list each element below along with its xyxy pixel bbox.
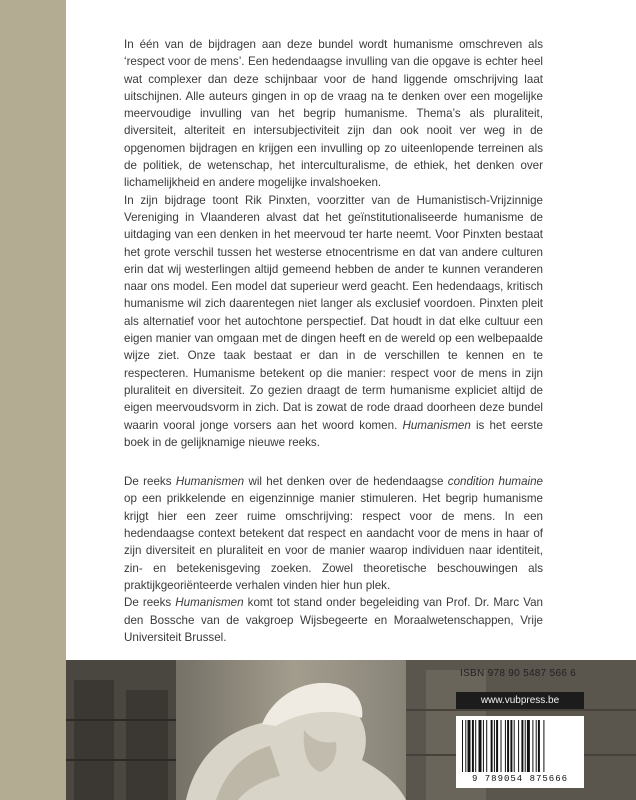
barcode-bar <box>465 720 466 772</box>
barcode-bar <box>538 720 540 772</box>
barcode-bar <box>507 720 509 772</box>
barcode-bar <box>496 720 498 772</box>
barcode-bar <box>501 720 502 772</box>
barcode-bar <box>505 720 506 772</box>
paragraph-pinxten: In zijn bijdrage toont Rik Pinxten, voorzitter van de Humanistisch-Vrijzinnige Vereniging in Vlaanderen alvast dat het geïnstitutionaliseerde humanisme de uitdaging van een denken in het meervoud ter harte neemt. Voor Pinxten bestaat het grote verschil tussen het westerse etnocentrisme en dat van andere culturen erin dat wij westerlingen altijd gemeend hebben de ander te kunnen veranderen naar ons model. Een model dat superieur werd geacht. Een hedendaags, kritisch humanisme wil zich daarentegen niet langer als exclusief voordoen. Pinxten pleit als alternatief voor het autochtone perspectief. Dat houdt in dat elke cultuur een eigen manier van omgaan met de dingen heeft en de wereld op een welbepaalde wijze ziet. Onze taak bestaat er dan in de verschillen te kennen en te respecteren. Humanisme betekent op die manier: respect voor de mens in zijn pluraliteit en diversiteit. Zo gezien draagt de term humanisme expliciet altijd de eigen meervoudsvorm in zich. Dat is zowat de rode draad doorheen deze bundel waarin vooral jonge vorsers aan het woord komen. Humanismen is het eerste boek in de gelijknamige nieuwe reeks. <box>124 193 543 449</box>
barcode-bar <box>510 720 512 772</box>
isbn-label: ISBN 978 90 5487 566 6 <box>460 668 577 679</box>
barcode-bar <box>527 720 530 772</box>
barcode-bar <box>514 720 515 772</box>
barcode-bars <box>456 716 584 774</box>
paragraph-series: De reeks Humanismen wil het denken over de hedendaagse condition humaine op een prikkelende en eigenzinnige manier stimuleren. Het begrip humanisme krijgt hier een zeer ruime omschrijving: respect voor de mens. In een hedendaagse context betekent dat respect en aandacht voor de mens in haar of zijn diversiteit en pluraliteit en voor de manier waarop individuen naar identiteit, zin- en betekenisgeving zoeken. Zowel theoretische beschouwingen als praktijkgeoriënteerde verhalen vinden hier hun plek. <box>124 475 543 592</box>
barcode-bar <box>468 720 471 772</box>
series-title: Humanismen <box>402 418 471 432</box>
barcode-bar <box>521 720 523 772</box>
barcode-bar <box>479 720 482 772</box>
barcode-bar <box>472 720 474 772</box>
back-cover-text <box>124 36 543 646</box>
publisher-website[interactable]: www.vubpress.be <box>456 692 584 709</box>
barcode-bar <box>543 720 544 772</box>
barcode-bar <box>486 720 487 772</box>
paragraph-editor: De reeks Humanismen komt tot stand onder begeleiding van Prof. Dr. Marc Van den Bossche van de vakgroep Wijsbegeerte en Moraalwetenschappen, Vrije Universiteit Brussel. <box>124 596 543 644</box>
barcode-bar <box>536 720 537 772</box>
barcode-number: 9 789054 875666 <box>471 774 568 784</box>
barcode-bar <box>532 720 533 772</box>
barcode-bar <box>491 720 493 772</box>
barcode-bar <box>525 720 526 772</box>
side-color-strip <box>0 0 66 800</box>
barcode-bar <box>494 720 495 772</box>
barcode-bar <box>518 720 519 772</box>
barcode-bar <box>475 720 476 772</box>
barcode-bar <box>462 720 463 772</box>
barcode-bar <box>483 720 484 772</box>
paragraph-intro: In één van de bijdragen aan deze bundel wordt humanisme omschreven als ‘respect voor de mens’. Een hedendaagse invulling van die opgave is echter heel wat complexer dan deze schijnbaar voor de hand liggende omschrijving laat uitschijnen. Alle auteurs gingen in op de vraag na te denken over een mogelijke meervoudige invulling van het begrip humanisme. Thema’s als pluraliteit, diversiteit, alteriteit en intersubjectiviteit zijn dan ook nooit ver weg in de opgenomen bijdragen en krijgen een invulling op zo uiteenlopende terreinen als de politiek, de wetenschap, het interculturalisme, de ethiek, het denken over lichamelijkheid en andere mogelijke invalshoeken. <box>124 38 543 190</box>
